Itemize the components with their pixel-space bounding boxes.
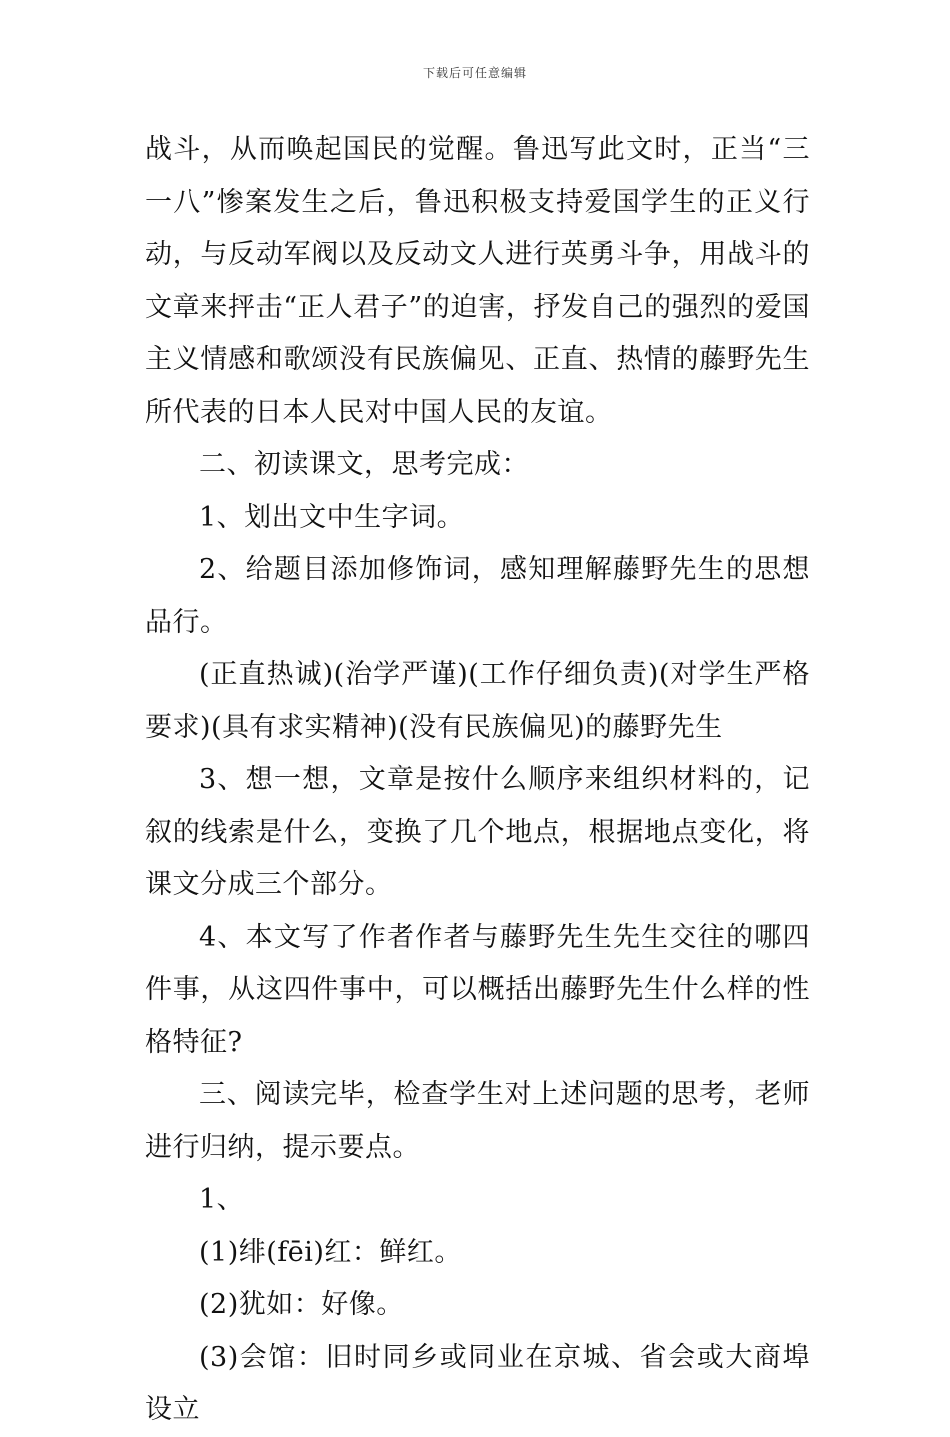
modifier-list: (正直热诚)(治学严谨)(工作仔细负责)(对学生严格要求)(具有求实精神)(没有民族偏见)的藤野先生 bbox=[145, 659, 810, 743]
task-item-1: 1、划出文中生字词。 bbox=[199, 501, 465, 533]
task-item-4: 4、本文写了作者作者与藤野先生先生交往的哪四件事，从这四件事中，可以概括出藤野先生什么样的性格特征? bbox=[145, 921, 810, 1058]
task-item-2: 2、给题目添加修饰词，感知理解藤野先生的思想品行。 bbox=[145, 554, 810, 638]
document-body bbox=[145, 124, 810, 1437]
vocab-item-3: (3)会馆：旧时同乡或同业在京城、省会或大商埠设立 bbox=[145, 1341, 810, 1425]
page-header: 下载后可任意编辑 bbox=[422, 66, 527, 80]
section-heading-2: 二、初读课文，思考完成： bbox=[199, 449, 529, 480]
vocab-item-1: (1)绯(fēi)红：鲜红。 bbox=[199, 1236, 462, 1268]
answer-number-1: 1、 bbox=[199, 1184, 245, 1215]
task-item-3: 3、想一想，文章是按什么顺序来组织材料的，记叙的线索是什么，变换了几个地点，根据地点变化，将课文分成三个部分。 bbox=[145, 764, 810, 900]
section-heading-3: 三、阅读完毕，检查学生对上述问题的思考，老师进行归纳，提示要点。 bbox=[145, 1079, 810, 1163]
paragraph-continuation: 战斗，从而唤起国民的觉醒。鲁迅写此文时，正当“三一八”惨案发生之后，鲁迅积极支持爱国学生的正义行动，与反动军阀以及反动文人进行英勇斗争，用战斗的文章来抨击“正人君子”的迫害，抒发自己的强烈的爱国主义情感和歌颂没有民族偏见、正直、热情的藤野先生所代表的日本人民对中国人民的友谊。 bbox=[145, 134, 810, 428]
vocab-item-2: (2)犹如：好像。 bbox=[199, 1289, 404, 1320]
